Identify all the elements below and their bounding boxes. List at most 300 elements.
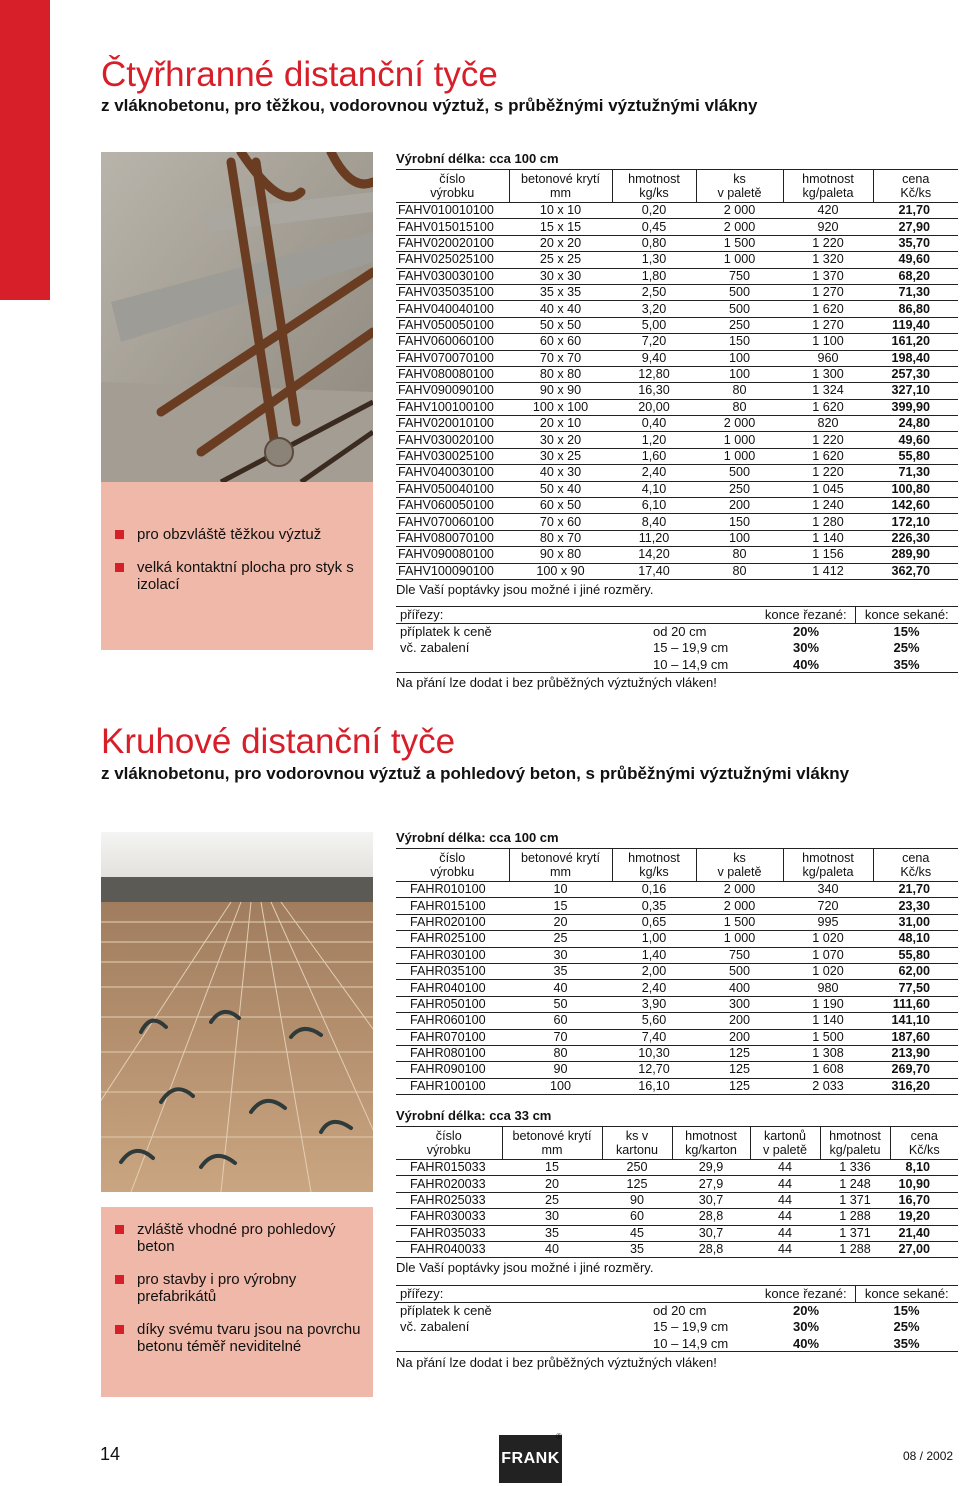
table-cell: 1 020 xyxy=(783,963,873,979)
header-line: mm xyxy=(550,865,571,879)
table-cell: 1 270 xyxy=(783,284,873,300)
table-cell: 980 xyxy=(783,980,873,996)
product-code-cell: FAHR020033 xyxy=(396,1176,502,1192)
cuts-cell xyxy=(396,1335,649,1352)
table-cell: 40 xyxy=(502,1241,602,1257)
header-line: mm xyxy=(550,186,571,200)
price-cell: 257,30 xyxy=(873,366,958,382)
bullet-square-icon xyxy=(115,1225,124,1234)
header-line: kartonu xyxy=(615,1143,658,1157)
cuts-row xyxy=(396,640,958,657)
table-cell: 0,35 xyxy=(612,898,696,914)
product-code-cell: FAHV060050100 xyxy=(396,498,509,514)
price-cell: 27,90 xyxy=(873,219,958,235)
price-cell: 141,10 xyxy=(873,1013,958,1029)
product-code-cell: FAHV090080100 xyxy=(396,547,509,563)
table-cell: 1 045 xyxy=(783,481,873,497)
price-cell: 198,40 xyxy=(873,350,958,366)
table-row xyxy=(396,334,958,350)
product-code-cell: FAHR070100 xyxy=(396,1029,509,1045)
table-cell: 28,8 xyxy=(672,1209,750,1225)
table-cell: 1 608 xyxy=(783,1062,873,1078)
table-cell: 15 x 15 xyxy=(509,219,612,235)
table-cell: 420 xyxy=(783,203,873,219)
table-row xyxy=(396,963,958,979)
table-cell: 44 xyxy=(750,1225,820,1241)
table-cell: 10,30 xyxy=(612,1045,696,1061)
table-cell: 1 500 xyxy=(696,914,783,930)
price-cell: 21,70 xyxy=(873,203,958,219)
cuts-cell: od 20 cm xyxy=(653,624,707,639)
cuts-row xyxy=(396,1335,958,1352)
table-cell: 35 xyxy=(602,1241,672,1257)
header-line: hmotnost xyxy=(628,851,680,865)
table-row xyxy=(396,980,958,996)
product-code-cell: FAHR040033 xyxy=(396,1241,502,1257)
table-cell: 90 x 80 xyxy=(509,547,612,563)
header-line: Kč/ks xyxy=(900,186,932,200)
table-cell: 60 xyxy=(509,1013,612,1029)
table-cell: 7,20 xyxy=(612,334,696,350)
cuts-cell: 10 – 14,9 cm xyxy=(649,656,757,673)
column-header xyxy=(612,849,696,882)
table-cell: 1 336 xyxy=(820,1160,890,1176)
product-code-cell: FAHR020100 xyxy=(396,914,509,930)
price-cell: 289,90 xyxy=(873,547,958,563)
section2-table2-label: Výrobní délka: cca 33 cm xyxy=(396,1108,552,1123)
price-cell: 100,80 xyxy=(873,481,958,497)
bullet-item: velká kontaktní plocha pro styk s izolací xyxy=(115,559,363,593)
table-cell: 1 280 xyxy=(783,514,873,530)
product-code-cell: FAHV030025100 xyxy=(396,448,509,464)
column-header xyxy=(396,1127,502,1160)
table-cell: 100 xyxy=(696,350,783,366)
table-cell: 750 xyxy=(696,268,783,284)
cuts-cell xyxy=(396,656,649,673)
table-cell: 1 000 xyxy=(696,448,783,464)
table-cell: 1 412 xyxy=(783,563,873,579)
table-cell: 250 xyxy=(696,481,783,497)
cuts-row xyxy=(396,656,958,673)
column-header xyxy=(873,170,958,203)
product-code-cell: FAHR080100 xyxy=(396,1045,509,1061)
table-cell: 1,30 xyxy=(612,252,696,268)
table-row xyxy=(396,947,958,963)
table-cell: 1 000 xyxy=(696,252,783,268)
cuts-header-cell xyxy=(649,1286,757,1303)
table-cell: 60 x 50 xyxy=(509,498,612,514)
table-cell: 1 220 xyxy=(783,465,873,481)
table-cell: 1 000 xyxy=(696,931,783,947)
table-cell: 0,16 xyxy=(612,882,696,898)
registered-mark: ® xyxy=(556,1432,562,1441)
table-cell: 20 xyxy=(502,1176,602,1192)
header-line: kg/ks xyxy=(639,186,669,200)
table-cell: 80 x 70 xyxy=(509,530,612,546)
table-row xyxy=(396,481,958,497)
page-number: 14 xyxy=(100,1444,121,1464)
table-row xyxy=(396,366,958,382)
table-cell: 250 xyxy=(602,1160,672,1176)
column-header xyxy=(783,170,873,203)
table-cell: 500 xyxy=(696,963,783,979)
column-header xyxy=(672,1127,750,1160)
table-cell: 0,65 xyxy=(612,914,696,930)
product-code-cell: FAHV050050100 xyxy=(396,317,509,333)
table-cell: 2 033 xyxy=(783,1078,873,1094)
cuts-header-cell: konce sekané: xyxy=(855,607,958,624)
product-code-cell: FAHR035033 xyxy=(396,1225,502,1241)
table-cell: 340 xyxy=(783,882,873,898)
table-cell: 1 324 xyxy=(783,383,873,399)
product-code-cell: FAHV090090100 xyxy=(396,383,509,399)
price-cell: 21,70 xyxy=(873,882,958,898)
cuts-cell: 25% xyxy=(893,1319,920,1335)
table-cell: 1 500 xyxy=(783,1029,873,1045)
product-code-cell: FAHV060060100 xyxy=(396,334,509,350)
bullet-item: pro stavby i pro výrobny prefabrikátů xyxy=(115,1271,363,1305)
section1-subtitle: z vláknobetonu, pro těžkou, vodorovnou výztuž, s průběžnými výztužnými vlákny xyxy=(101,96,758,115)
table-cell: 44 xyxy=(750,1176,820,1192)
table-cell: 1,00 xyxy=(612,931,696,947)
table-cell: 150 xyxy=(696,334,783,350)
table-cell: 150 xyxy=(696,514,783,530)
table-cell: 1 370 xyxy=(783,268,873,284)
cuts-cell: 20% xyxy=(792,1303,820,1318)
table-row xyxy=(396,1225,958,1241)
table-cell: 1 100 xyxy=(783,334,873,350)
price-cell: 119,40 xyxy=(873,317,958,333)
header-line: cena xyxy=(902,172,930,186)
product-code-cell: FAHV020010100 xyxy=(396,416,509,432)
table-cell: 1 320 xyxy=(783,252,873,268)
table-cell: 30 x 20 xyxy=(509,432,612,448)
table-header-row xyxy=(396,170,958,203)
price-cell: 49,60 xyxy=(873,432,958,448)
price-cell: 86,80 xyxy=(873,301,958,317)
table-cell: 10 xyxy=(509,882,612,898)
table-cell: 80 xyxy=(509,1045,612,1061)
issue-date: 08 / 2002 xyxy=(903,1449,954,1463)
table-cell: 16,30 xyxy=(612,383,696,399)
product-code-cell: FAHR010100 xyxy=(396,882,509,898)
cuts-header-cell: konce řezané: xyxy=(757,1286,855,1303)
header-line: v paletě xyxy=(717,865,762,879)
table-cell: 90 xyxy=(509,1062,612,1078)
table-cell: 20 xyxy=(509,914,612,930)
product-code-cell: FAHV030020100 xyxy=(396,432,509,448)
bullet-item: zvláště vhodné pro pohledový beton xyxy=(115,1221,363,1255)
cuts-header-cell: přířezy: xyxy=(396,1286,649,1303)
cuts-cell: 35% xyxy=(855,656,958,673)
price-cell: 62,00 xyxy=(873,963,958,979)
price-cell: 55,80 xyxy=(873,947,958,963)
table-row xyxy=(396,203,958,219)
table-cell: 2 000 xyxy=(696,416,783,432)
cuts-row xyxy=(396,1319,958,1336)
price-cell: 327,10 xyxy=(873,383,958,399)
table-cell: 45 xyxy=(602,1225,672,1241)
price-cell: 142,60 xyxy=(873,498,958,514)
table-cell: 2 000 xyxy=(696,219,783,235)
product-code-cell: FAHV100100100 xyxy=(396,399,509,415)
table-cell: 820 xyxy=(783,416,873,432)
price-cell: 71,30 xyxy=(873,465,958,481)
price-cell: 21,40 xyxy=(890,1225,958,1241)
price-cell: 399,90 xyxy=(873,399,958,415)
table-row xyxy=(396,416,958,432)
table-cell: 1 140 xyxy=(783,530,873,546)
table-cell: 1 156 xyxy=(783,547,873,563)
table-cell: 12,70 xyxy=(612,1062,696,1078)
table-cell: 80 xyxy=(696,547,783,563)
table-row xyxy=(396,1045,958,1061)
table-cell: 5,60 xyxy=(612,1013,696,1029)
table-cell: 80 xyxy=(696,399,783,415)
table-cell: 920 xyxy=(783,219,873,235)
table-cell: 1 500 xyxy=(696,235,783,251)
table-cell: 9,40 xyxy=(612,350,696,366)
table-cell: 0,20 xyxy=(612,203,696,219)
section1-footnote: Na přání lze dodat i bez průběžných výztužných vláken! xyxy=(396,675,717,690)
table-row xyxy=(396,284,958,300)
header-line: výrobku xyxy=(430,865,475,879)
table-cell: 11,20 xyxy=(612,530,696,546)
table-cell: 90 xyxy=(602,1192,672,1208)
section1-title: Čtyřhranné distanční tyče xyxy=(101,55,498,94)
header-line: kg/paleta xyxy=(802,865,854,879)
table-cell: 1 140 xyxy=(783,1013,873,1029)
cuts-cell: vč. zabalení xyxy=(400,1319,470,1335)
table-cell: 1 220 xyxy=(783,432,873,448)
table-cell: 40 x 40 xyxy=(509,301,612,317)
header-line: Kč/ks xyxy=(908,1143,940,1157)
table-cell: 750 xyxy=(696,947,783,963)
cuts-header-cell: přířezy: xyxy=(396,607,649,624)
table-row xyxy=(396,914,958,930)
price-cell: 48,10 xyxy=(873,931,958,947)
product-code-cell: FAHR040100 xyxy=(396,980,509,996)
product-code-cell: FAHV100090100 xyxy=(396,563,509,579)
table-cell: 100 x 100 xyxy=(509,399,612,415)
bullet-square-icon xyxy=(115,563,124,572)
table-cell: 6,10 xyxy=(612,498,696,514)
product-code-cell: FAHR025033 xyxy=(396,1192,502,1208)
cuts-cell: 20% xyxy=(792,624,820,639)
table-cell: 20 x 20 xyxy=(509,235,612,251)
price-cell: 362,70 xyxy=(873,563,958,579)
header-line: kg/ks xyxy=(639,865,669,879)
square-spacer-photo xyxy=(101,152,373,482)
table-row xyxy=(396,252,958,268)
column-header xyxy=(890,1127,958,1160)
table-cell: 35 x 35 xyxy=(509,284,612,300)
product-code-cell: FAHV080070100 xyxy=(396,530,509,546)
price-cell: 172,10 xyxy=(873,514,958,530)
product-code-cell: FAHV010010100 xyxy=(396,203,509,219)
column-header xyxy=(509,170,612,203)
section1-note: Dle Vaší poptávky jsou možné i jiné rozměry. xyxy=(396,582,654,597)
table-cell: 1 190 xyxy=(783,996,873,1012)
table-cell: 5,00 xyxy=(612,317,696,333)
price-cell: 68,20 xyxy=(873,268,958,284)
column-header xyxy=(602,1127,672,1160)
header-line: číslo xyxy=(435,1129,462,1143)
table-cell: 250 xyxy=(696,317,783,333)
table-cell: 500 xyxy=(696,465,783,481)
table-cell: 1 371 xyxy=(820,1192,890,1208)
column-header xyxy=(396,170,509,203)
table-row xyxy=(396,1013,958,1029)
header-line: Kč/ks xyxy=(900,865,932,879)
price-cell: 111,60 xyxy=(873,996,958,1012)
table-cell: 15 xyxy=(502,1160,602,1176)
table-cell: 30,7 xyxy=(672,1225,750,1241)
table-cell: 200 xyxy=(696,1013,783,1029)
product-code-cell: FAHR100100 xyxy=(396,1078,509,1094)
column-header xyxy=(509,849,612,882)
table-row xyxy=(396,1192,958,1208)
cuts-cell: 30% xyxy=(792,640,820,656)
table-row xyxy=(396,1160,958,1176)
table-cell: 30 x 30 xyxy=(509,268,612,284)
section2-note: Dle Vaší poptávky jsou možné i jiné rozměry. xyxy=(396,1260,654,1275)
table-cell: 0,45 xyxy=(612,219,696,235)
header-line: hmotnost xyxy=(829,1129,881,1143)
table-cell: 1 288 xyxy=(820,1209,890,1225)
table-cell: 28,8 xyxy=(672,1241,750,1257)
cuts-cell: příplatek k ceně xyxy=(400,1303,492,1318)
table-cell: 35 xyxy=(509,963,612,979)
header-line: výrobku xyxy=(430,186,475,200)
table-cell: 500 xyxy=(696,301,783,317)
column-header xyxy=(820,1127,890,1160)
product-code-cell: FAHR030100 xyxy=(396,947,509,963)
table-cell: 2,50 xyxy=(612,284,696,300)
table-cell: 1 308 xyxy=(783,1045,873,1061)
table-cell: 0,40 xyxy=(612,416,696,432)
cuts-header-cell: konce sekané: xyxy=(855,1286,958,1303)
table-cell: 25 xyxy=(502,1192,602,1208)
cuts-header-row xyxy=(396,607,958,624)
table-cell: 200 xyxy=(696,498,783,514)
price-cell: 316,20 xyxy=(873,1078,958,1094)
table-cell: 200 xyxy=(696,1029,783,1045)
table-cell: 8,40 xyxy=(612,514,696,530)
round-spacer-table-33cm xyxy=(396,1126,958,1258)
header-line: číslo xyxy=(439,172,466,186)
section2-table1-label: Výrobní délka: cca 100 cm xyxy=(396,830,559,845)
square-spacer-table xyxy=(396,169,958,580)
product-code-cell: FAHR035100 xyxy=(396,963,509,979)
header-line: kartonů xyxy=(763,1129,806,1143)
cuts-header-cell xyxy=(649,607,757,624)
table-cell: 125 xyxy=(696,1045,783,1061)
price-cell: 23,30 xyxy=(873,898,958,914)
table-row xyxy=(396,882,958,898)
product-code-cell: FAHR050100 xyxy=(396,996,509,1012)
table-cell: 70 x 60 xyxy=(509,514,612,530)
column-header xyxy=(783,849,873,882)
table-cell: 960 xyxy=(783,350,873,366)
table-row xyxy=(396,465,958,481)
table-cell: 17,40 xyxy=(612,563,696,579)
table-cell: 2 000 xyxy=(696,203,783,219)
table-cell: 2,40 xyxy=(612,465,696,481)
table-cell: 70 x 70 xyxy=(509,350,612,366)
header-line: kg/paleta xyxy=(802,186,854,200)
table-cell: 125 xyxy=(602,1176,672,1192)
product-code-cell: FAHR090100 xyxy=(396,1062,509,1078)
table-row xyxy=(396,563,958,579)
table-cell: 1 220 xyxy=(783,235,873,251)
product-code-cell: FAHV020020100 xyxy=(396,235,509,251)
section2-footnote: Na přání lze dodat i bez průběžných výztužných vláken! xyxy=(396,1355,717,1370)
column-header xyxy=(396,849,509,882)
table-cell: 1 620 xyxy=(783,448,873,464)
table-row xyxy=(396,399,958,415)
cuts-cell: 15% xyxy=(893,1303,920,1318)
bullet-item: pro obzvláště těžkou výztuž xyxy=(115,526,363,543)
table-cell: 720 xyxy=(783,898,873,914)
table-cell: 30 xyxy=(502,1209,602,1225)
cuts-cell: 15 – 19,9 cm xyxy=(653,1319,729,1335)
table-cell: 10 x 10 xyxy=(509,203,612,219)
table-row xyxy=(396,931,958,947)
table-cell: 30 xyxy=(509,947,612,963)
bullet-item: díky svému tvaru jsou na povrchu betonu téměř neviditelné xyxy=(115,1321,363,1355)
table-cell: 1 248 xyxy=(820,1176,890,1192)
price-cell: 10,90 xyxy=(890,1176,958,1192)
header-line: kg/karton xyxy=(685,1143,737,1157)
header-line: ks xyxy=(733,172,746,186)
table-cell: 70 xyxy=(509,1029,612,1045)
section1-table-label: Výrobní délka: cca 100 cm xyxy=(396,151,559,166)
header-line: v paletě xyxy=(717,186,762,200)
bullet-square-icon xyxy=(115,1325,124,1334)
table-row xyxy=(396,898,958,914)
cuts-cell: 25% xyxy=(893,640,920,656)
table-cell: 27,9 xyxy=(672,1176,750,1192)
table-cell: 14,20 xyxy=(612,547,696,563)
price-cell: 226,30 xyxy=(873,530,958,546)
table-row xyxy=(396,268,958,284)
price-cell: 213,90 xyxy=(873,1045,958,1061)
table-cell: 50 x 50 xyxy=(509,317,612,333)
cuts-header-row xyxy=(396,1286,958,1303)
table-cell: 4,10 xyxy=(612,481,696,497)
product-code-cell: FAHR015100 xyxy=(396,898,509,914)
table-cell: 995 xyxy=(783,914,873,930)
table-cell: 300 xyxy=(696,996,783,1012)
table-row xyxy=(396,350,958,366)
table-row xyxy=(396,432,958,448)
red-accent-bar xyxy=(0,0,50,300)
table-row xyxy=(396,383,958,399)
table-cell: 1 288 xyxy=(820,1241,890,1257)
table-cell: 35 xyxy=(502,1225,602,1241)
header-line: betonové krytí xyxy=(520,851,601,865)
product-code-cell: FAHV015015100 xyxy=(396,219,509,235)
price-cell: 55,80 xyxy=(873,448,958,464)
header-line: betonové krytí xyxy=(520,172,601,186)
table-cell: 40 xyxy=(509,980,612,996)
product-code-cell: FAHV035035100 xyxy=(396,284,509,300)
column-header xyxy=(873,849,958,882)
price-cell: 31,00 xyxy=(873,914,958,930)
table-cell: 44 xyxy=(750,1241,820,1257)
table-row xyxy=(396,317,958,333)
